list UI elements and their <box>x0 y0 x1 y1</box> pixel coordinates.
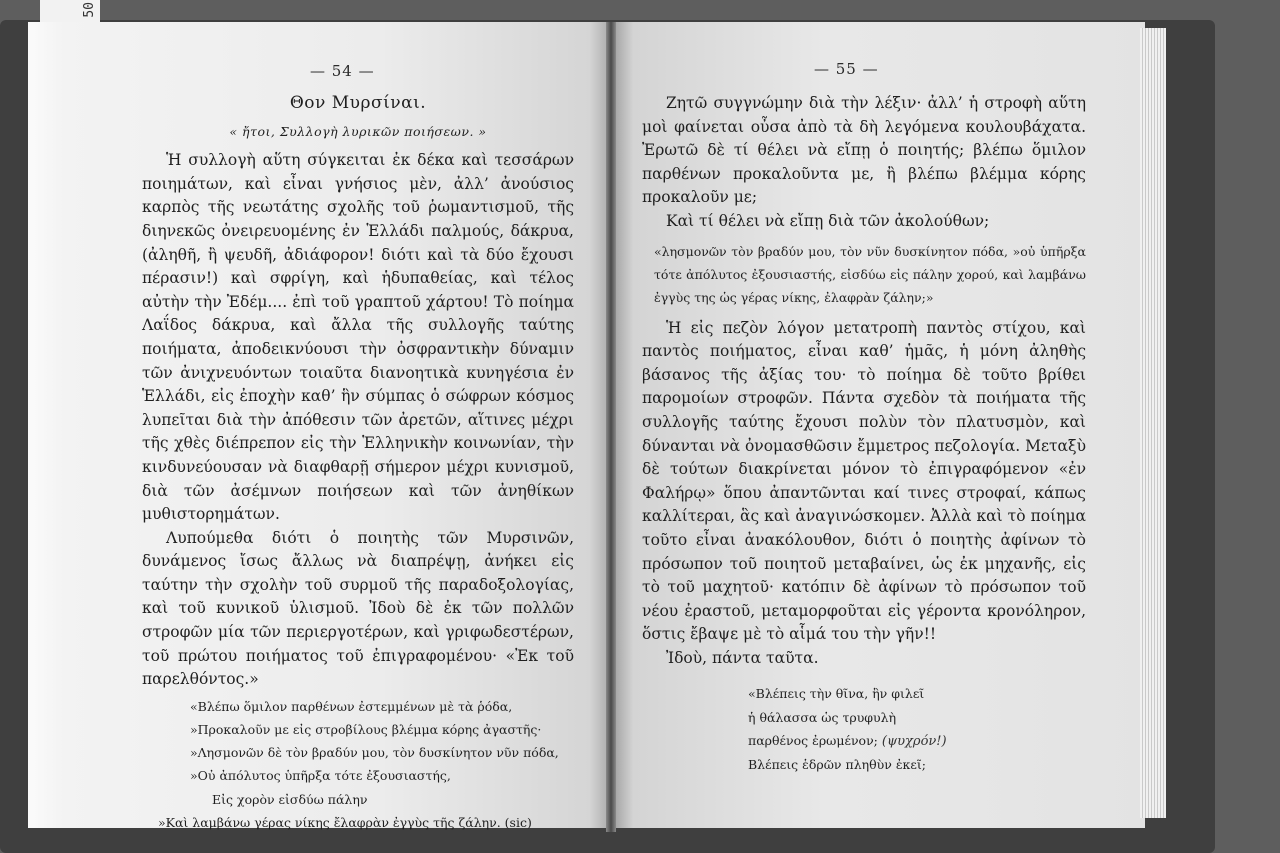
left-poem <box>142 695 574 834</box>
left-paragraph-2: Λυπούμεθα διότι ὁ ποιητὴς τῶν Μυρσινῶν, δυνάμενος ἴσως ἄλλως νὰ διαπρέψῃ, ἀνήκει εἰς ταύτην τὴν σχολὴν τοῦ συρμοῦ τῆς παραδοξολογίας, καὶ τοῦ κυνικοῦ ὑλισμοῦ. Ἰδοὺ δὲ ἐκ τῶν πολλῶν στροφῶν μία τῶν περιεργοτέρων, καὶ γριφωδεστέρων, τοῦ πρώτου ποιήματος τοῦ ἐπιγραφομένου· «Ἐκ τοῦ παρελθόντος.» <box>142 528 574 689</box>
section-subtitle: « ἤτοι, Συλλογὴ λυρικῶν ποιήσεων. » <box>229 123 487 139</box>
right-paragraph-3: Ἡ εἰς πεζὸν λόγον μετατροπὴ παντὸς στίχου, καὶ παντὸς ποιήματος, εἶναι καθ’ ἡμᾶς, ἡ μόνη ἀληθὴς βάσανος τῆς ἀξίας του· τὸ ποίημα δὲ τοῦτο βρίθει παρομοίων στροφῶν. Πάντα σχεδὸν τὰ ποιήματα τῆς συλλογῆς ταύτης ἔχουσι πολὺν τὸν πλατυσμὸν, καὶ δύνανται νὰ ὀνομασθῶσιν ἔμμετρος πεζολογία. Μεταξὺ δὲ τούτων διακρίνεται μόνον τὸ ἐπιγραφόμενον «ἐν Φαλήρῳ» ὅπου ἀπαντῶνται καί τινες στροφαί, κάπως καλλίτεραι, ἃς καὶ ἀναγινώσκομεν. Ἀλλὰ καὶ τὸ ποίημα τοῦτο εἶναι ἀνακόλουθον, διότι ὁ ποιητὴς ἀφίνων τὸ πρόσωπον τοῦ ποιητοῦ μεταβαίνει, ὡς ἐκ μηχανῆς, εἰς τὸ τοῦ μαχητοῦ· κατόπιν δὲ ἀφίνων τὸ πρόσωπον τοῦ νέου ἐραστοῦ, μεταμορφοῦται εἰς γέροντα κρονόληρον, ὅστις ἔβαψε μὲ τὸ αἷμά του τὴν γῆν!! <box>642 318 1086 644</box>
section-title: Θον Μυρσίναι. <box>289 93 427 113</box>
poem-line: Εἰς χορὸν εἰσδύω πάλην <box>212 791 368 807</box>
left-page-number: — 54 — <box>310 62 375 80</box>
right-paragraph-4: Ἰδοὺ, πάντα ταῦτα. <box>666 648 819 667</box>
right-page-number: — 55 — <box>814 60 879 78</box>
right-paragraph-2: Καὶ τί θέλει νὰ εἴπῃ διὰ τῶν ἀκολούθων; <box>666 211 990 230</box>
left-paragraph-1: Ἡ συλλογὴ αὕτη σύγκειται ἐκ δέκα καὶ τεσσάρων ποιημάτων, καὶ εἶναι γνήσιος μὲν, ἀλλ’ ἀνούσιος καρπὸς τῆς νεωτάτης σχολῆς τοῦ ῥωμαντισμοῦ, τῆς διηνεκῶς ὀνειρευομένης ἐν Ἑλλάδι παλμούς, δάκρυα, (ἀληθῆ, ἢ ψευδῆ, ἀδιάφορον! διότι καὶ τὰ δύο ἔχουσι πέρασιν!) καὶ σφρίγη, καὶ ἡδυπαθείας, καὶ τέλος αὐτὴν τὴν Ἐδέμ.... ἐπὶ τοῦ γραπτοῦ χάρτου! Τὸ ποίημα Λαΐδος δάκρυα, καὶ ἄλλα τῆς συλλογῆς ταύτης ποιήματα, ἀποδεικνύουσι τὴν ὀσφραντικὴν δύναμιν τῶν ἀνιχνευόντων τοιαῦτα διανοητικὰ κυνηγέσια ἐν Ἑλλάδι, εἰς ἐποχὴν καθ’ ἣν σύμπας ὁ σώφρων κόσμος λυπεῖται διὰ τὴν ἀπόθεσιν τῶν ἀρετῶν, αἵτινες μέχρι τῆς χθὲς διέπρεπον εἰς τὴν Ἑλληνικὴν κοινωνίαν, τὴν κινδυνεύουσαν νὰ διαφθαρῇ σήμερον μέχρι κυνισμοῦ, διὰ τῶν ἀσέμνων ποιήσεων καὶ τῶν ἀνηθίκων μυθιστορημάτων. <box>142 151 574 524</box>
right-poem <box>642 682 1086 776</box>
poem-line <box>748 729 1086 753</box>
poem-line: «Βλέπω ὅμιλον παρθένων ἐστεμμένων μὲ τὰ ῥόδα, <box>190 698 513 714</box>
right-quote: «λησμονῶν τὸν βραδύν μου, τὸν νῦν δυσκίνητον πόδα, »οὐ ὑπῆρξα τότε ἀπόλυτος ἐξουσιαστής, εἰσδύω εἰς πάλην χορού, καὶ λαμβάνω ἐγγὺς της ὡς γέρας νίκης, ἐλαφρὰν ζάλην;» <box>654 243 1086 305</box>
book-gutter <box>606 22 616 832</box>
poem-line: «Βλέπεις τὴν θῖνα, ἣν φιλεῖ <box>748 686 925 702</box>
poem-line-text: παρθένος ἐρωμένον; <box>748 732 878 748</box>
poem-line: ἡ θάλασσα ὡς τρυφυλὴ <box>748 709 897 725</box>
poem-line: »Λησμονῶν δὲ τὸν βραδύν μου, τὸν δυσκίνητον νῦν πόδα, <box>190 745 559 761</box>
poem-line: »Καὶ λαμβάνω γέρας νίκης ἔλαφρὰν ἐγγὺς τῆς ζάλην. (sic) <box>158 814 532 830</box>
handwritten-note: (ψυχρόν!) <box>881 733 947 749</box>
poem-line: Βλέπεις ἑδρῶν πληθὺν ἐκεῖ; <box>748 757 926 773</box>
right-paragraph-1: Ζητῶ συγγνώμην διὰ τὴν λέξιν· ἀλλ’ ἡ στροφὴ αὕτη μοὶ φαίνεται οὖσα ἀπὸ τὰ δὴ λεγόμενα κουλουβάχατα. Ἐρωτῶ δὲ τί θέλει νὰ εἴπῃ ὁ ποιητής; βλέπω ὅμιλον παρθένων προκαλοῦντα με, ἢ βλέπω βλέμμα κόρης προκαλοῦν με; <box>642 94 1086 207</box>
poem-line: »Προκαλοῦν με εἰς στροβίλους βλέμμα κόρης ἀγαστῆς· <box>190 722 542 738</box>
poem-line: »Οὐ ἀπόλυτος ὑπῆρξα τότε ἐξουσιαστής, <box>190 768 451 784</box>
page-edges <box>1140 28 1166 818</box>
right-text-column <box>642 92 1086 776</box>
left-text-column <box>142 92 574 834</box>
library-tag-number: 50 <box>82 2 97 18</box>
